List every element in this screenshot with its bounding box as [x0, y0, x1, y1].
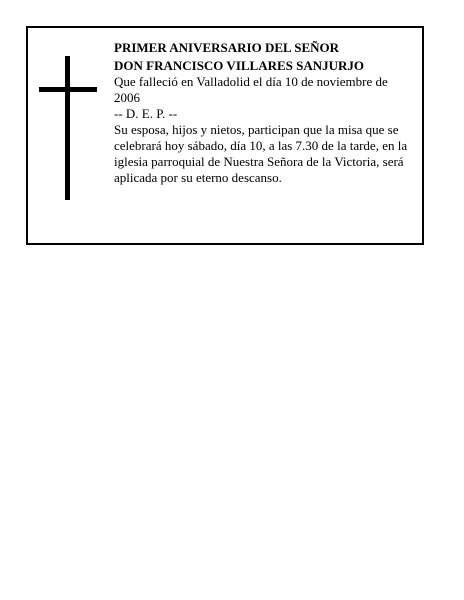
death-info: Que falleció en Valladolid el día 10 de noviembre de 2006 — [114, 74, 388, 105]
deceased-name: DON FRANCISCO VILLARES SANJURJO — [114, 58, 365, 73]
obituary-notice — [26, 26, 424, 245]
cross-icon — [39, 56, 97, 200]
notice-title: PRIMER ANIVERSARIO DEL SEÑOR — [114, 40, 340, 55]
notice-text — [114, 40, 416, 186]
mass-message: Su esposa, hijos y nietos, participan que la misa que se celebrará hoy sábado, día 10, a las 7.30 de la tarde, en la iglesia parroquial de Nuestra Señora de la Victoria, será aplicada por su eterno descanso. — [114, 122, 408, 185]
rip-line: -- D. E. P. -- — [114, 106, 178, 121]
cross-horizontal-bar — [39, 87, 97, 92]
cross-vertical-bar — [65, 56, 70, 200]
